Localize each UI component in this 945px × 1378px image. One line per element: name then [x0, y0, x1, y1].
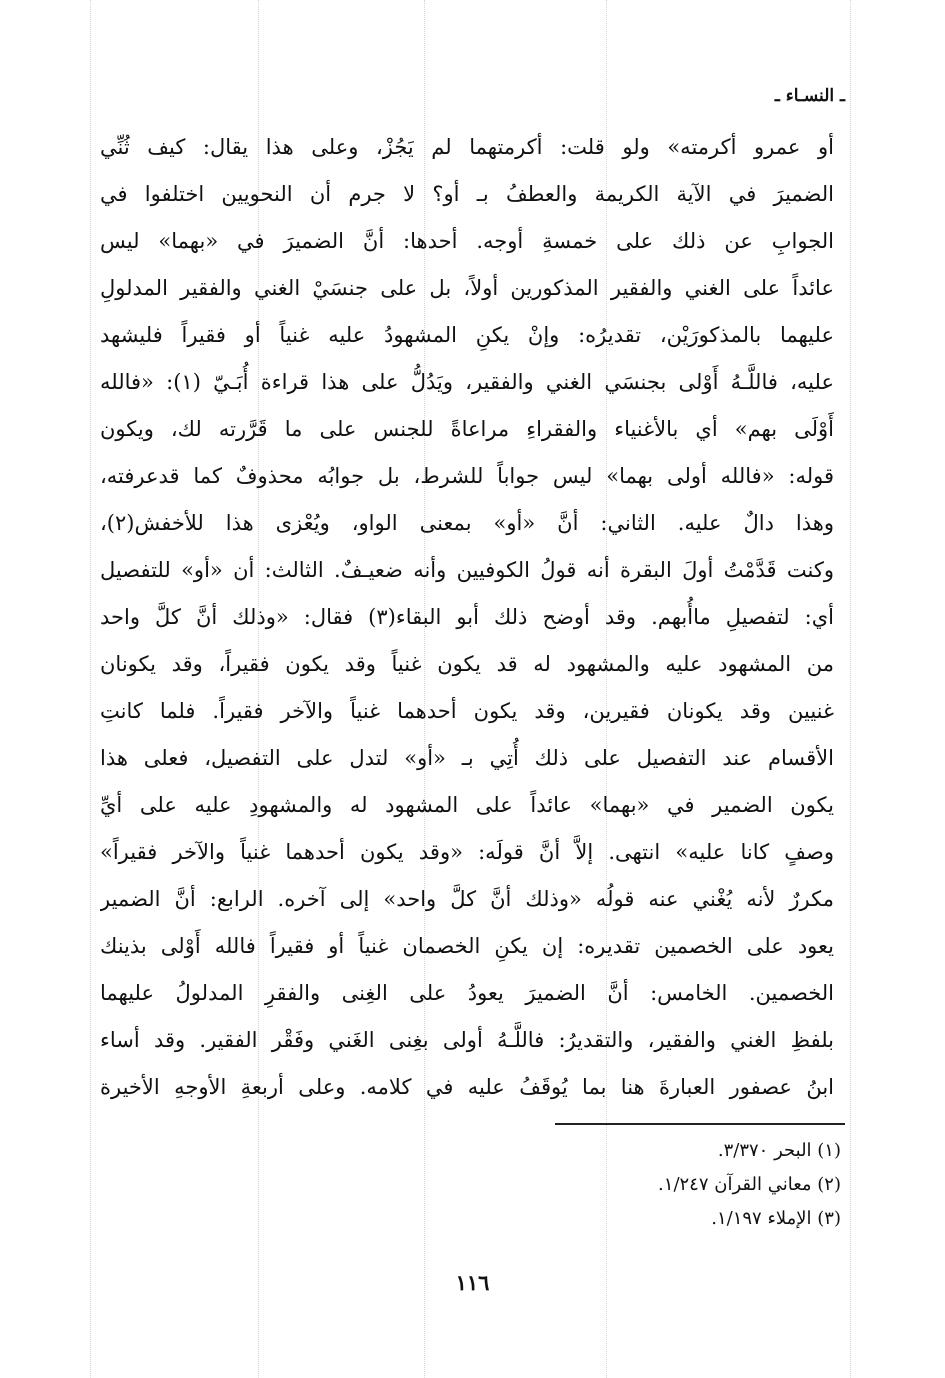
footnote: (٣) الإملاء ١/١٩٧.: [711, 1208, 841, 1229]
scan-guide-line: [90, 0, 91, 1378]
footnote-divider: [555, 1123, 845, 1125]
text-line: عليهما بالمذكورَيْن، تقديرُه: وإنْ يكنِ المشهودُ عليه غنياً أو فقيراً فليشهد: [100, 323, 834, 347]
text-line: من المشهود عليه والمشهود له قد يكون غنياً وقد يكون فقيراً، وقد يكونان: [100, 652, 834, 676]
text-line: أي: لتفصيلِ ماأُبهم. وقد أوضح ذلك أبو البقاء(٣) فقال: «وذلك أنَّ كلَّ واحد: [100, 605, 834, 629]
text-line: الجوابِ عن ذلك على خمسةِ أوجه. أحدها: أنَّ الضميرَ في «بهما» ليس: [100, 229, 834, 253]
running-title: ـ النسـاء ـ: [774, 86, 845, 106]
text-line: بلفظِ الغني والفقير، والتقديرُ: فاللَّـهُ أولى بغِنى الغَني وفَقْر الفقير. وقد أساء: [100, 1028, 834, 1052]
text-line: يكون الضمير في «بهما» عائداً على المشهود له والمشهودِ عليه على أيِّ: [100, 793, 834, 817]
text-line: عليه، فاللَّـهُ أَوْلى بجنسَي الغني والفقير، ويَدُلُّ على هذا قراءة أُبَـيّ (١): «فالله: [100, 370, 834, 394]
footnotes: [658, 1134, 841, 1236]
text-line: الضميرَ في الآية الكريمة والعطفُ بـ أو؟ لا جرم أن النحويين اختلفوا في: [100, 182, 834, 206]
page-number: ١١٦: [455, 1270, 490, 1295]
body-text: [100, 124, 834, 1111]
scan-guide-line: [850, 0, 851, 1378]
text-line: الأقسام عند التفصيل على ذلك أُتِي بـ «أو» لتدل على التفصيل، فعلى هذا: [100, 746, 834, 770]
text-line: يعود على الخصمين تقديره: إن يكنِ الخصمان غنياً أو فقيراً فالله أَوْلى بذينك: [100, 934, 834, 958]
footnote: (٢) معاني القرآن ١/٢٤٧.: [658, 1174, 841, 1195]
footnote: (١) البحر ٣/٣٧٠.: [717, 1140, 841, 1161]
text-line: مكررٌ لأنه يُغْني عنه قولُه «وذلك أنَّ كلَّ واحد» إلى آخره. الرابع: أنَّ الضمير: [100, 887, 834, 911]
text-line: عائداً على الغني والفقير المذكورين أولاً، بل على جنسَيْ الغني والفقير المدلولِ: [100, 276, 834, 300]
text-line: وصفٍ كانا عليه» انتهى. إلاَّ أنَّ قولَه: «وقد يكون أحدهما غنياً والآخر فقيراً»: [100, 840, 834, 864]
text-line: أو عمرو أكرمته» ولو قلت: أكرمتهما لم يَجُزْ، وعلى هذا يقال: كيف ثُنِّي: [100, 135, 834, 159]
text-line: وكنت قَدَّمْتُ أولَ البقرة أنه قولُ الكوفيين وأنه ضعيـفٌ. الثالث: أن «أو» للتفصيل: [100, 558, 834, 582]
text-line: ابنُ عصفور العبارةَ هنا بما يُوقَفُ عليه في كلامه. وعلى أربعةِ الأوجهِ الأخيرة: [100, 1075, 834, 1099]
text-line: وهذا دالٌ عليه. الثاني: أنَّ «أو» بمعنى الواو، ويُعْزى هذا للأخفش(٢)،: [100, 511, 834, 535]
text-line: قوله: «فالله أولى بهما» ليس جواباً للشرط، بل جوابُه محذوفٌ كما قدعرفته،: [100, 464, 834, 488]
text-line: الخصمين. الخامس: أنَّ الضميرَ يعودُ على الغِنى والفقرِ المدلولُ عليهما: [100, 981, 834, 1005]
text-line: أَوْلَى بهم» أي بالأغنياء والفقراءِ مراعاةً للجنس على ما قَرَّرته لك، ويكون: [100, 417, 834, 441]
text-line: غنيين وقد يكونان فقيرين، وقد يكون أحدهما غنياً والآخر فقيراً. فلما كانتِ: [100, 699, 834, 723]
